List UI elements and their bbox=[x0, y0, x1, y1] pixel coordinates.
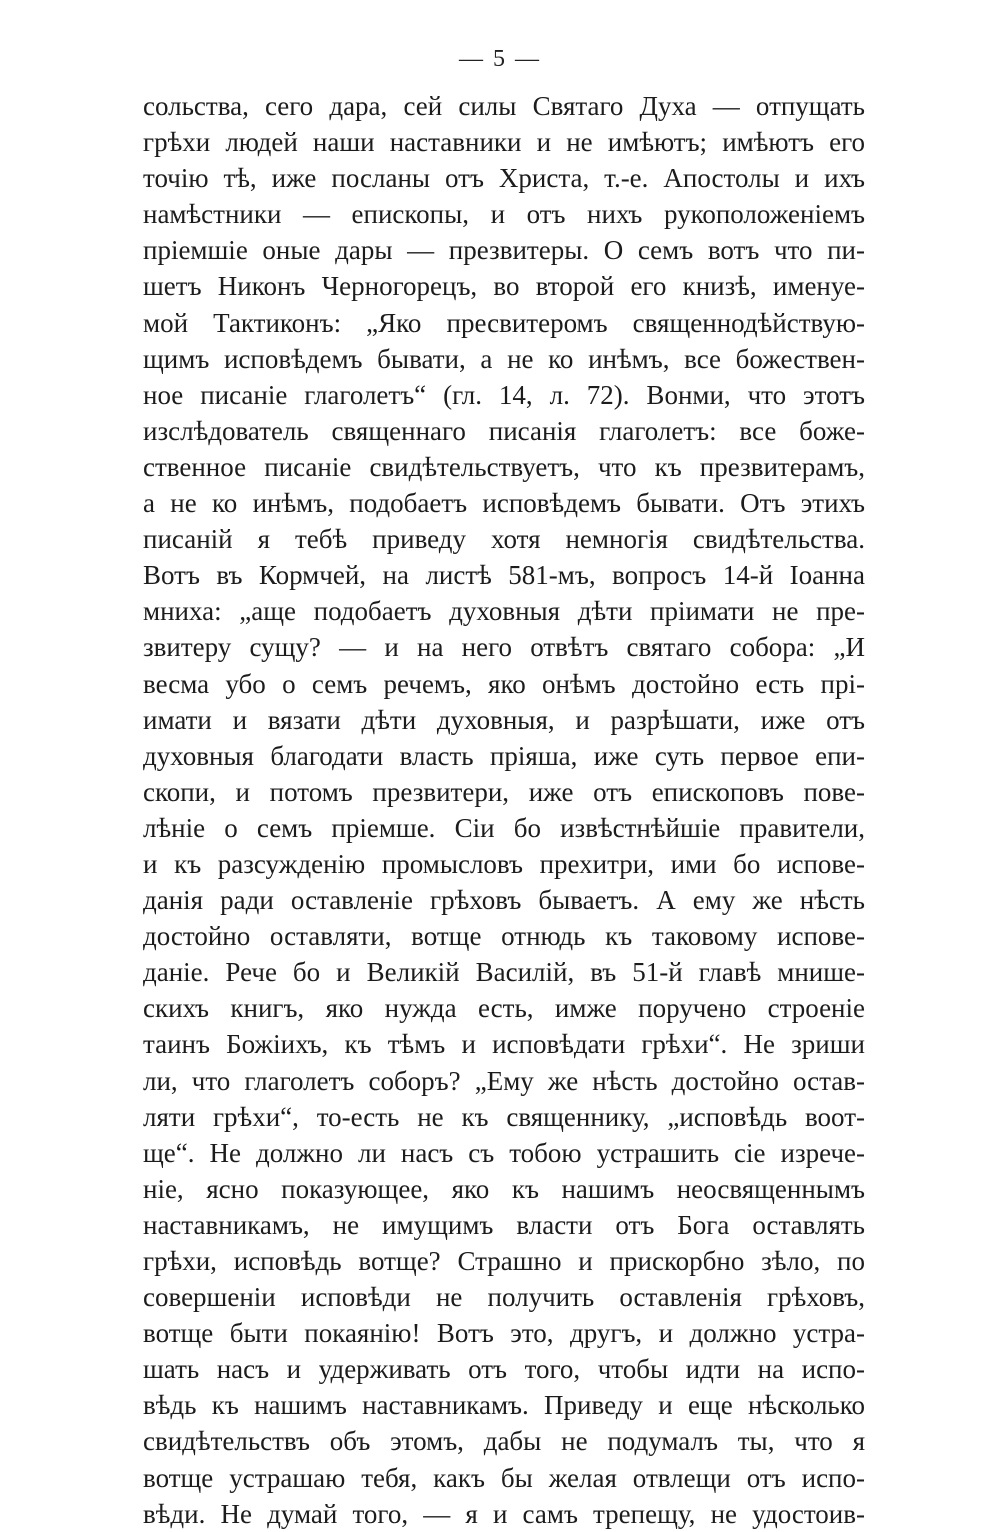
text-line: весма убо о семъ речемъ, яко онѣмъ достойно есть прі- bbox=[143, 668, 865, 699]
text-line: достойно оставляти, вотще отнюдь къ таковому испове- bbox=[143, 921, 865, 952]
text-line: изслѣдователь священнаго писанія глаголетъ: все боже- bbox=[143, 415, 865, 446]
text-line: ніе, ясно показующее, яко къ нашимъ неосвященнымъ bbox=[143, 1173, 865, 1204]
text-line: скихъ книгъ, яко нужда есть, имже поручено строеніе bbox=[143, 993, 865, 1024]
text-line: лѣніе о семъ пріемше. Сіи бо извѣстнѣйшіе правители, bbox=[143, 812, 865, 843]
body-text bbox=[143, 88, 865, 1532]
text-line: а не ко инѣмъ, подобаетъ исповѣдемъ бывати. Отъ этихъ bbox=[143, 488, 865, 519]
text-line: наставникамъ, не имущимъ власти отъ Бога оставлять bbox=[143, 1209, 865, 1240]
text-line: пріемшіе оные дары — презвитеры. О семъ вотъ что пи- bbox=[143, 235, 865, 266]
text-line: грѣхи людей наши наставники и не имѣютъ; имѣютъ его bbox=[143, 127, 865, 158]
text-line: ное писаніе глаголетъ“ (гл. 14, л. 72). Вонми, что этотъ bbox=[143, 379, 865, 410]
text-line: свидѣтельствъ объ этомъ, дабы не подумалъ ты, что я bbox=[143, 1426, 865, 1457]
page-number: — 5 — bbox=[459, 46, 541, 72]
text-line: данія ради оставленіе грѣховъ бываетъ. А ему же нѣсть bbox=[143, 885, 865, 916]
text-line: даніе. Рече бо и Великій Василій, въ 51-й главѣ мнише- bbox=[143, 957, 865, 988]
text-line: намѣстники — епископы, и отъ нихъ рукоположеніемъ bbox=[143, 199, 865, 230]
text-line: мниха: „аще подобаетъ духовныя дѣти пріимати не пре- bbox=[143, 596, 865, 627]
text-line: совершеніи исповѣди не получить оставленія грѣховъ, bbox=[143, 1282, 865, 1313]
text-line: ще“. Не должно ли насъ съ тобою устрашить сіе изрече- bbox=[143, 1137, 865, 1168]
text-line: шетъ Никонъ Черногорецъ, во второй его книзѣ, именуе- bbox=[143, 271, 865, 302]
text-line: ли, что глаголетъ соборъ? „Ему же нѣсть достойно остав- bbox=[143, 1065, 865, 1096]
text-line: Вотъ въ Кормчей, на листѣ 581-мъ, вопросъ 14-й Іоанна bbox=[143, 560, 865, 591]
text-line: щимъ исповѣдемъ бывати, а не ко инѣмъ, все божествен- bbox=[143, 343, 865, 374]
text-line: сольства, сего дара, сей силы Святаго Духа — отпущать bbox=[143, 91, 865, 121]
text-line: имати и вязати дѣти духовныя, и разрѣшати, иже отъ bbox=[143, 704, 865, 735]
text-line: шать насъ и удерживать отъ того, чтобы идти на испо- bbox=[143, 1354, 865, 1385]
text-line: звитеру сущу? — и на него отвѣтъ святаго собора: „И bbox=[143, 632, 865, 663]
text-line: вѣди. Не думай того, — я и самъ трепещу, не удостоив- bbox=[143, 1498, 865, 1529]
text-line: ляти грѣхи“, то-есть не къ священнику, „исповѣдь воот- bbox=[143, 1101, 865, 1132]
text-line: таинъ Божіихъ, къ тѣмъ и исповѣдати грѣхи“. Не зриши bbox=[143, 1029, 865, 1060]
text-line: вѣдь къ нашимъ наставникамъ. Приведу и еще нѣсколько bbox=[143, 1390, 865, 1421]
text-line: вотще быти покаянію! Вотъ это, другъ, и должно устра- bbox=[143, 1318, 865, 1349]
text-line: скопи, и потомъ презвитери, иже отъ епископовъ пове- bbox=[143, 776, 865, 807]
text-line: грѣхи, исповѣдь вотще? Страшно и прискорбно зѣло, по bbox=[143, 1246, 865, 1276]
text-line: мой Тактиконъ: „Яко пресвитеромъ священнодѣйствую- bbox=[143, 307, 865, 338]
text-line: и къ разсужденію промысловъ прехитри, ими бо испове- bbox=[143, 848, 865, 879]
text-line: ственное писаніе свидѣтельствуетъ, что къ презвитерамъ, bbox=[143, 451, 865, 482]
text-line: вотще устрашаю тебя, какъ бы желая отвлещи отъ испо- bbox=[143, 1462, 865, 1493]
text-line: писаній я тебѣ приведу хотя немногія свидѣтельства. bbox=[143, 524, 865, 555]
text-line: точію тѣ, иже посланы отъ Христа, т.-е. Апостолы и ихъ bbox=[143, 163, 865, 194]
text-line: духовныя благодати власть пріяша, иже суть первое епи- bbox=[143, 740, 865, 771]
